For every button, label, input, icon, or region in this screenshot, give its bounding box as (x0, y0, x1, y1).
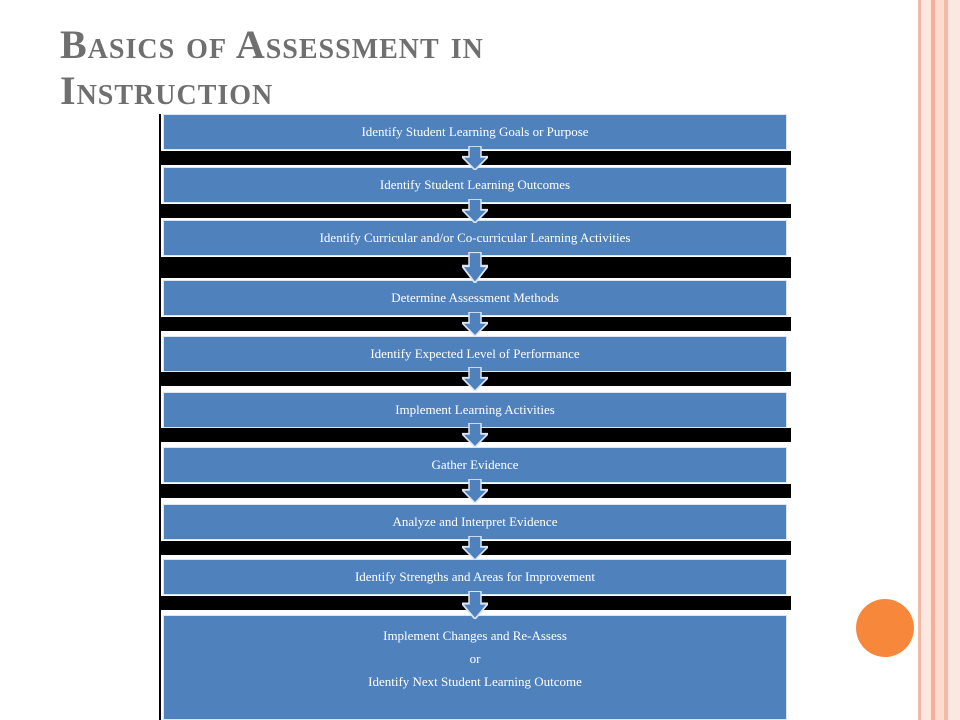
title-line-1: Basics of Assessment in (60, 22, 484, 67)
down-arrow-icon (462, 312, 488, 336)
flow-step: Implement Learning Activities (163, 392, 787, 428)
decor-stripe (921, 0, 931, 720)
flow-step: Analyze and Interpret Evidence (163, 504, 787, 540)
down-arrow-icon (462, 252, 488, 283)
final-step-line3: Identify Next Student Learning Outcome (368, 674, 582, 689)
title-line-2: Instruction (60, 68, 274, 113)
flow-step: Identify Strengths and Areas for Improvement (163, 559, 787, 595)
down-arrow-icon (462, 146, 488, 170)
down-arrow-icon (462, 423, 488, 447)
final-step-line2: or (469, 651, 481, 666)
flow-step: Identify Student Learning Outcomes (163, 167, 787, 203)
accent-circle (856, 599, 914, 657)
flow-step-final (163, 615, 787, 720)
flow-step: Identify Expected Level of Performance (163, 336, 787, 372)
down-arrow-icon (462, 591, 488, 619)
down-arrow-icon (462, 536, 488, 560)
flow-step: Identify Curricular and/or Co-curricular Learning Activities (163, 220, 787, 256)
down-arrow-icon (462, 479, 488, 503)
flow-step: Determine Assessment Methods (163, 280, 787, 316)
slide-title (60, 22, 484, 114)
flow-step: Gather Evidence (163, 447, 787, 483)
process-flow-diagram (159, 114, 791, 720)
down-arrow-icon (462, 199, 488, 223)
decor-stripe (935, 0, 944, 720)
down-arrow-icon (462, 367, 488, 391)
flow-step: Identify Student Learning Goals or Purpose (163, 114, 787, 150)
decor-stripe (948, 0, 960, 720)
final-step-line1: Implement Changes and Re-Assess (383, 628, 567, 643)
